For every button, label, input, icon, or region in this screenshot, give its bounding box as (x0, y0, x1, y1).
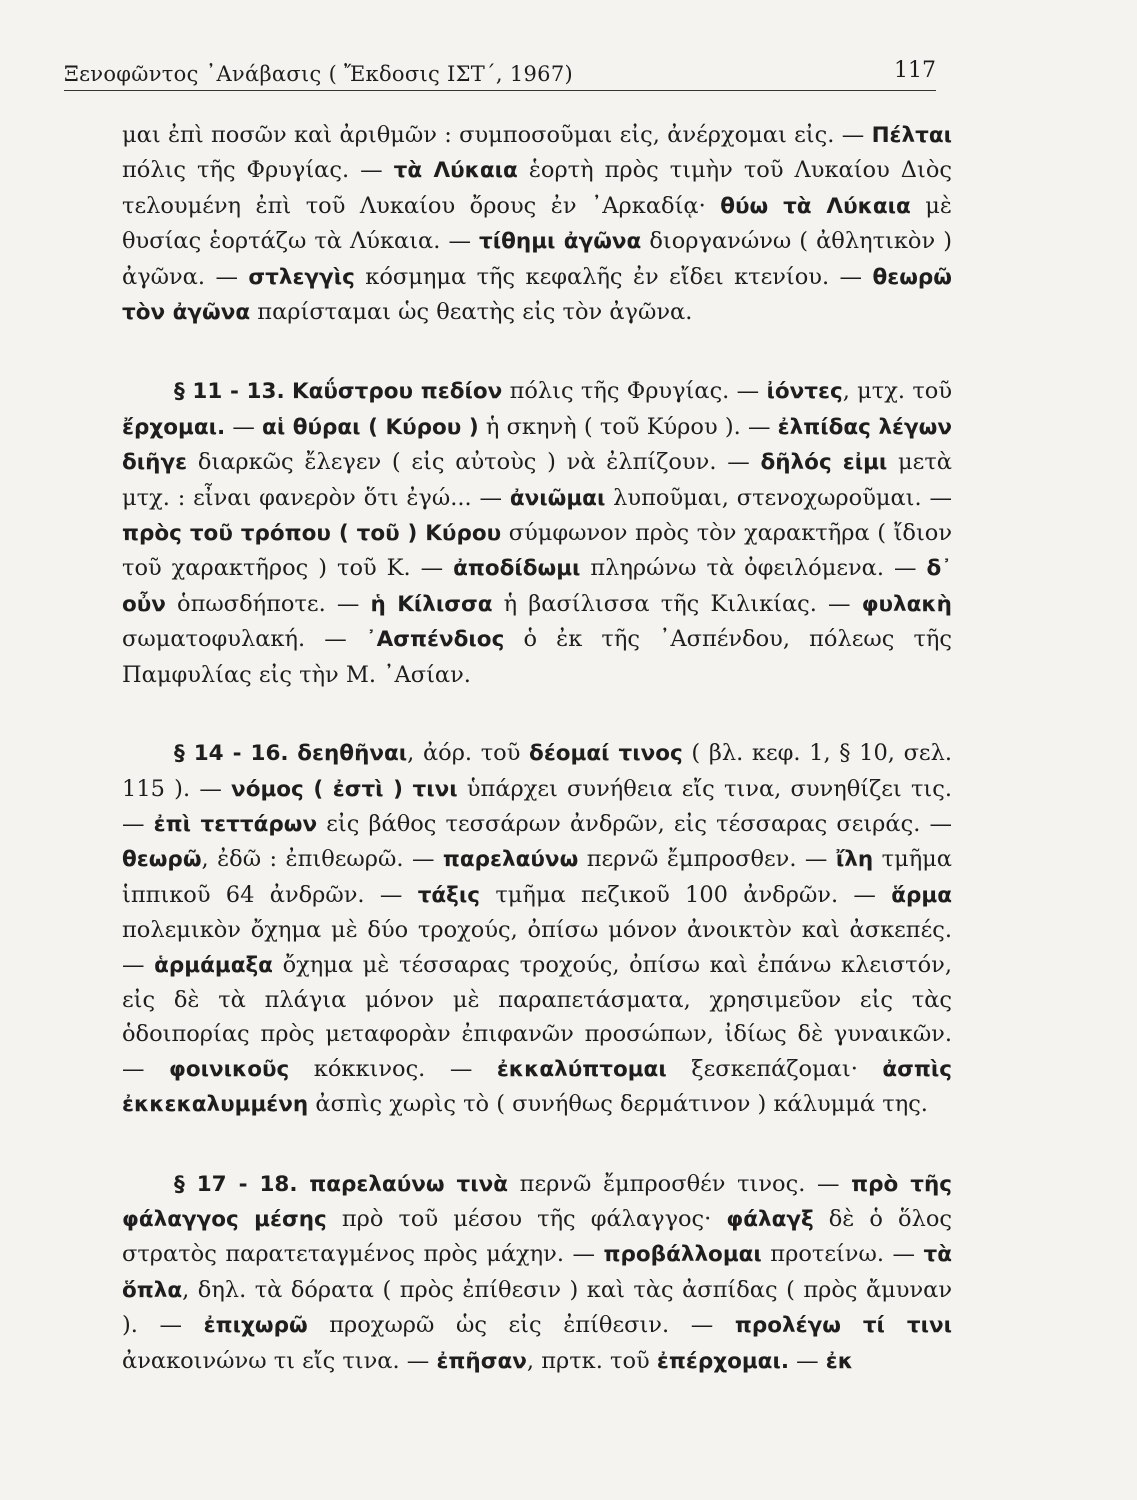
gloss-text: διαρκῶς ἔλεγεν ( εἰς αὐτοὺς ) νὰ ἐλπίζουν. — (187, 449, 761, 476)
gloss-text: πόλις τῆς Φρυγίας. — (122, 157, 394, 184)
lemma-term: παρελαύνω (442, 847, 579, 873)
gloss-text: πληρώνω τὰ ὀφειλόμενα. — (580, 555, 927, 582)
lemma-term: προλέγω τί τινι (734, 1313, 952, 1339)
gloss-text: λυποῦμαι, στενοχωροῦμαι. — (605, 484, 952, 511)
gloss-text: , ἀόρ. τοῦ (407, 740, 530, 767)
gloss-text: πολεμικὸν ὄχημα μὲ δύο τροχούς, ὀπίσω μόνον ἀνοικτὸν καὶ ἀσκεπές. — (122, 917, 952, 978)
lemma-term: τίθημι ἀγῶνα (479, 229, 642, 255)
lemma-term: πρὸ τῆς φάλαγγος μέσης (122, 1171, 952, 1232)
lemma-term: ἡ Κίλισσα (370, 591, 493, 617)
paragraph-continuation (122, 118, 952, 330)
lemma-term: νόμος ( ἐστὶ ) τινι (231, 776, 458, 802)
gloss-text: προτείνω. — (761, 1241, 924, 1268)
running-title: Ξενοφῶντος ᾿Ανάβασις ( Ἔκδοσις ΙΣΤ΄, 1967) (64, 62, 573, 86)
gloss-text: κόκκινος. — (289, 1055, 497, 1082)
gloss-text: περνῶ ἔμπροσθέν τινος. — (508, 1170, 852, 1197)
lemma-term: ἐπιχωρῶ (203, 1313, 308, 1339)
lemma-term: δεηθῆναι (297, 741, 408, 767)
gloss-text: ἡ σκηνὴ ( τοῦ Κύρου ). — (478, 413, 778, 440)
lemma-term: ἐπέρχομαι. (656, 1348, 789, 1374)
section-number: § 14 - 16. (174, 741, 289, 767)
gloss-text: ἀνακοινώνω τι εἴς τινα. — (122, 1347, 437, 1374)
lemma-term: τάξις (417, 882, 481, 908)
section-number: § 11 - 13. (174, 379, 285, 405)
lemma-term: φάλαγξ (726, 1206, 814, 1232)
gloss-text: τμῆμα πεζικοῦ 100 ἀνδρῶν. — (480, 881, 892, 908)
lemma-term: προβάλλομαι (603, 1242, 762, 1268)
gloss-text: μαι ἐπὶ ποσῶν καὶ ἀριθμῶν : συμποσοῦμαι εἰς, ἀνέρχομαι εἰς. — (122, 122, 872, 148)
lemma-term: θύω τὰ Λύκαια (720, 193, 911, 219)
lemma-term: αἱ θύραι ( Κύρου ) (262, 414, 479, 440)
gloss-text: διοργανώνω ( ἀθλητικὸν ) ἀγῶνα. — (122, 228, 952, 290)
lemma-term: ᾿Ασπένδιος (365, 627, 505, 653)
gloss-text: μὲ θυσίας ἑορτάζω τὰ Λύκαια. — (122, 192, 952, 255)
gloss-text: πρὸ τοῦ μέσου τῆς φάλαγγος· (326, 1205, 727, 1232)
gloss-text: ἑορτὴ πρὸς τιμὴν τοῦ Λυκαίου Διὸς τελουμένη ἐπὶ τοῦ Λυκαίου ὄρους ἐν ᾿Αρκαδίᾳ· (122, 157, 952, 219)
lemma-term: τὰ Λύκαια (393, 158, 518, 184)
running-header (64, 58, 936, 91)
gloss-text: — (788, 1347, 826, 1374)
lemma-term: τὰ ὅπλα (122, 1242, 952, 1303)
gloss-text: περνῶ ἔμπροσθεν. — (578, 846, 836, 873)
gloss-text: ἀσπὶς χωρὶς τὸ ( συνήθως δερμάτινον ) κάλυμμά της. (308, 1091, 928, 1118)
gloss-text: ξεσκεπάζομαι· (666, 1055, 883, 1082)
lemma-term: ἐκ (825, 1348, 854, 1374)
gloss-text: πόλις τῆς Φρυγίας. — (502, 378, 767, 405)
lemma-term: ἁρμάμαξα (154, 952, 273, 978)
lemma-term: ἴλη (835, 847, 874, 873)
lemma-term: ἐκκαλύπτομαι (496, 1056, 667, 1082)
lemma-term: φοινικοῦς (169, 1056, 290, 1082)
lemma-term: θεωρῶ (122, 847, 202, 873)
gloss-text: , πρτκ. τοῦ (526, 1347, 657, 1374)
gloss-text: δὲ ὁ ὅλος στρατὸς παρατεταγμένος πρὸς μάχην. — (122, 1205, 953, 1268)
lemma-term: δῆλός εἰμι (760, 450, 888, 476)
gloss-text: ὁ ἐκ τῆς ᾿Ασπένδου, πόλεως τῆς Παμφυλίας εἰς τὴν Μ. ᾿Ασίαν. (122, 626, 952, 688)
lemma-term: δ᾿ οὖν (122, 556, 952, 617)
gloss-text: , μτχ. τοῦ (842, 378, 953, 405)
lemma-term: δέομαί τινος (529, 741, 683, 767)
lemma-term: ἰόντες (766, 379, 843, 405)
gloss-text: τμῆμα ἱππικοῦ 64 ἀνδρῶν. — (122, 846, 952, 908)
section-number: § 17 - 18. (174, 1171, 298, 1197)
lemma-term: παρελαύνω τινὰ (309, 1171, 509, 1197)
body-text (122, 118, 952, 1379)
lemma-term: φυλακὴ (861, 591, 952, 617)
lemma-term: ἐπῆσαν (436, 1348, 527, 1374)
gloss-text: , ἐδῶ : ἐπιθεωρῶ. — (201, 846, 443, 873)
gloss-text: προχωρῶ ὡς εἰς ἐπίθεσιν. — (307, 1312, 735, 1339)
gloss-text: ἡ βασίλισσα τῆς Κιλικίας. — (492, 590, 862, 617)
lemma-term: στλεγγὶς (248, 264, 355, 290)
gloss-text: ὁπωσδήποτε. — (165, 590, 371, 617)
lemma-term: ἔρχομαι. (122, 414, 226, 440)
lemma-term: ἐλπίδας λέγων διῆγε (122, 414, 953, 476)
lemma-term: θεωρῶ τὸν ἀγῶνα (122, 264, 952, 326)
gloss-text: κόσμημα τῆς κεφαλῆς ἐν εἴδει κτενίου. — (354, 263, 873, 290)
gloss-text: ( βλ. κεφ. 1, § 10, σελ. 115 ). — (122, 740, 952, 802)
paragraph-section-17-18 (122, 1167, 952, 1379)
lemma-term: πρὸς τοῦ τρόπου ( τοῦ ) Κύρου (122, 521, 502, 547)
lemma-term: ἅρμα (891, 882, 952, 908)
paragraph-section-14-16 (122, 736, 952, 1122)
gloss-text: , δηλ. τὰ δόρατα ( πρὸς ἐπίθεσιν ) καὶ τὰς ἀσπίδας ( πρὸς ἄμυναν ). — (122, 1276, 952, 1339)
lemma-term: ἀσπὶς ἐκκεκαλυμμένη (122, 1056, 952, 1118)
lemma-term: ἀποδίδωμι (453, 556, 581, 582)
gloss-text: σωματοφυλακή. — (122, 626, 366, 653)
lemma-term: Καΰστρου πεδίον (291, 379, 503, 405)
paragraph-section-11-13 (122, 374, 952, 692)
page-number: 117 (894, 58, 936, 83)
gloss-text: παρίσταμαι ὡς θεατὴς εἰς τὸν ἀγῶνα. (250, 299, 693, 326)
gloss-text: εἰς βάθος τεσσάρων ἀνδρῶν, εἰς τέσσαρας σειράς. — (317, 810, 953, 837)
lemma-term: ἐπὶ τεττάρων (153, 811, 318, 837)
lemma-term: ἀνιῶμαι (509, 485, 606, 511)
gloss-text: μετὰ μτχ. : εἶναι φανερὸν ὅτι ἐγώ... — (122, 449, 952, 511)
gloss-text: ὑπάρχει συνήθεια εἴς τινα, συνηθίζει τις. — (122, 775, 952, 837)
gloss-text: σύμφωνον πρὸς τὸν χαρακτῆρα ( ἴδιον τοῦ χαρακτῆρος ) τοῦ Κ. — (122, 520, 952, 582)
gloss-text: ὄχημα μὲ τέσσαρας τροχούς, ὀπίσω καὶ ἐπάνω κλειστόν, εἰς δὲ τὰ πλάγια μόνον μὲ παραπετάσματα, χρησιμεῦον εἰς τὰς ὁδοιπορίας πρὸς μεταφορὰν ἐπιφανῶν προσώπων, ἰδίως δὲ γυναικῶν. — (122, 951, 952, 1082)
lemma-term: Πέλται (871, 123, 952, 148)
gloss-text: — (225, 413, 263, 440)
